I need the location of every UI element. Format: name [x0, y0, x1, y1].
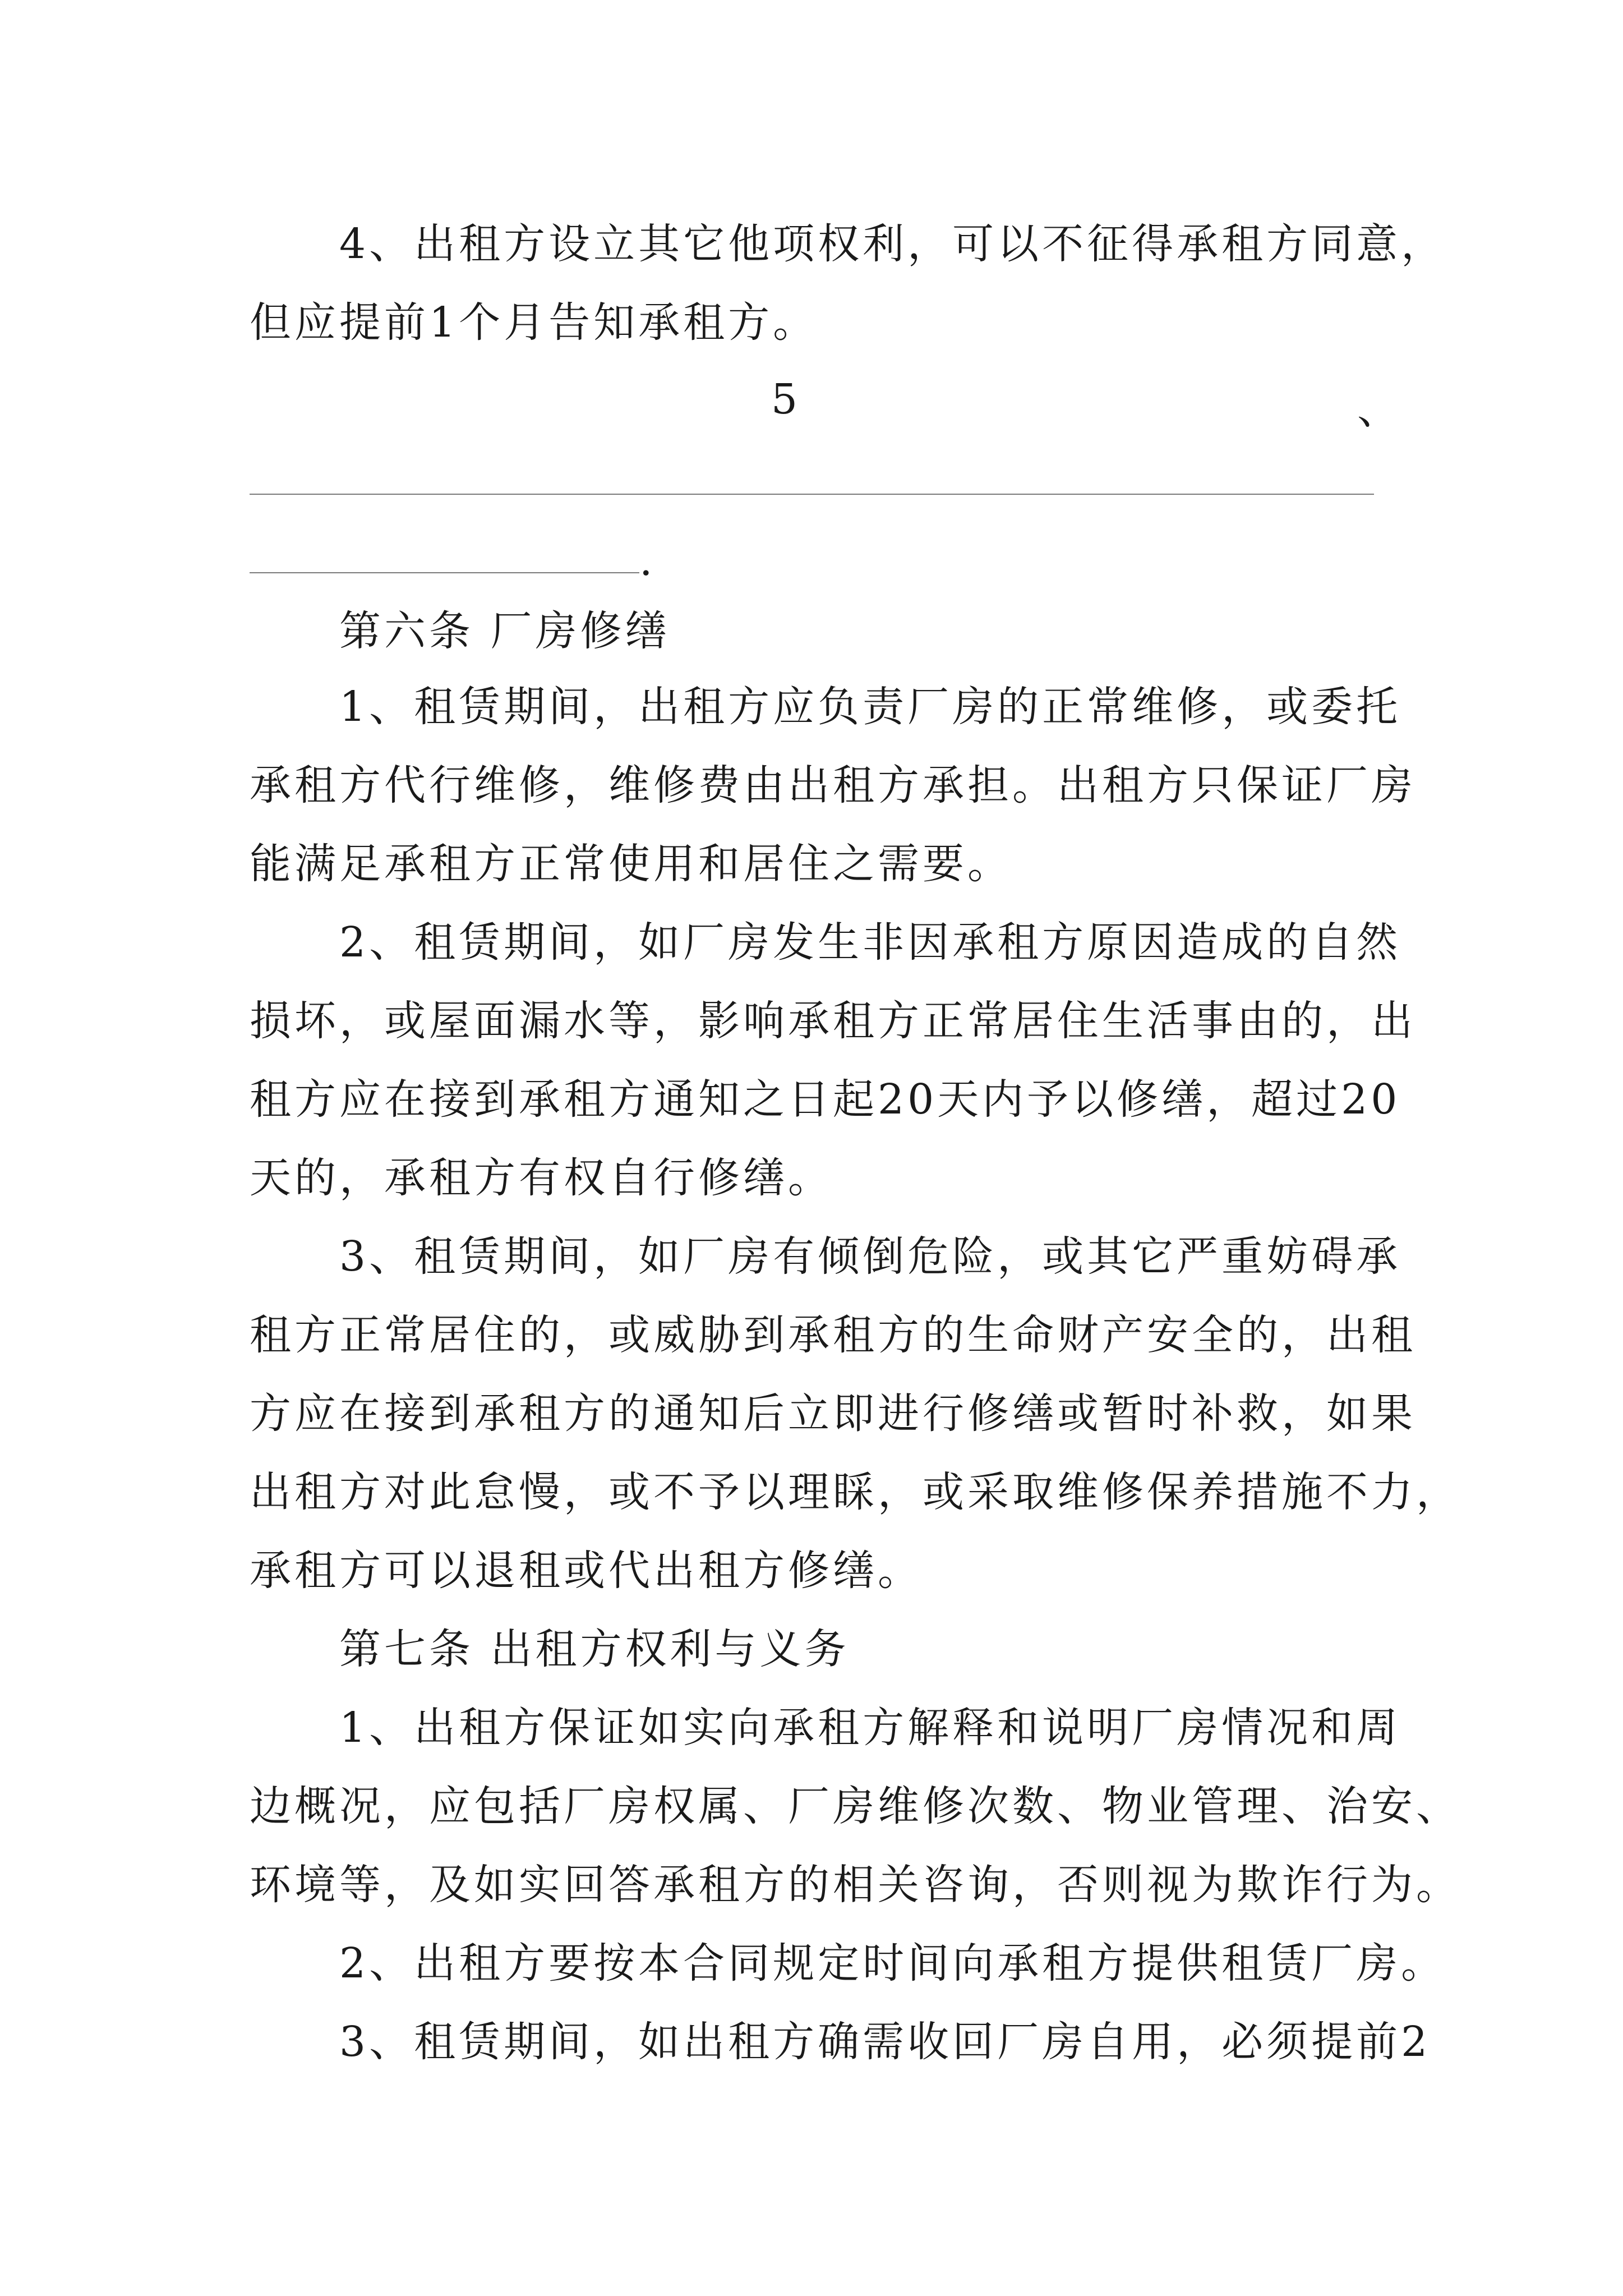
blank-fill-line-1	[250, 494, 1374, 495]
article-6-p2-line-1: 2、租赁期间，如厂房发生非因承租方原因造成的自然	[339, 918, 1401, 967]
article-6-p3-line-4: 出租方对此怠慢，或不予以理睬，或采取维修保养措施不力，	[250, 1468, 1461, 1516]
article-7-p2-line-1: 2、出租方要按本合同规定时间向承租方提供租赁厂房。	[339, 1939, 1446, 1987]
item-5-end-period: .	[639, 537, 653, 585]
article-6-p3-line-2: 租方正常居住的，或威胁到承租方的生命财产安全的，出租	[250, 1311, 1416, 1359]
article-6-p3-line-1: 3、租赁期间，如厂房有倾倒危险，或其它严重妨碍承	[339, 1232, 1401, 1281]
article-6-p1-line-1: 1、租赁期间，出租方应负责厂房的正常维修，或委托	[339, 683, 1401, 731]
article-6-p2-line-4: 天的，承租方有权自行修缮。	[250, 1154, 833, 1202]
clause-4-line-2: 但应提前1个月告知承租方。	[250, 298, 818, 347]
article-7-p3-line-1: 3、租赁期间，如出租方确需收回厂房自用，必须提前2	[339, 2018, 1431, 2066]
article-7-p1-line-1: 1、出租方保证如实向承租方解释和说明厂房情况和周	[339, 1704, 1401, 1752]
article-6-p1-line-3: 能满足承租方正常使用和居住之需要。	[250, 840, 1012, 888]
article-6-p2-line-2: 损坏，或屋面漏水等，影响承租方正常居住生活事由的，出	[250, 997, 1416, 1045]
article-6-p3-line-5: 承租方可以退租或代出租方修缮。	[250, 1547, 923, 1595]
article-6-p2-line-3: 租方应在接到承租方通知之日起20天内予以修缮，超过20	[250, 1075, 1401, 1124]
article-7-p1-line-3: 环境等，及如实回答承租方的相关咨询，否则视为欺诈行为。	[250, 1861, 1461, 1909]
article-6-p1-line-2: 承租方代行维修，维修费由出租方承担。出租方只保证厂房	[250, 761, 1416, 809]
item-5-number: 5	[771, 375, 798, 424]
blank-fill-line-2	[250, 572, 639, 573]
article-6-p3-line-3: 方应在接到承租方的通知后立即进行修缮或暂时补救，如果	[250, 1389, 1416, 1438]
article-7-p1-line-2: 边概况，应包括厂房权属、厂房维修次数、物业管理、治安、	[250, 1782, 1461, 1830]
article-7-heading: 第七条 出租方权利与义务	[339, 1625, 850, 1673]
article-6-heading: 第六条 厂房修缮	[339, 607, 670, 655]
item-5-enumeration-mark: 、	[1357, 385, 1399, 434]
clause-4-line-1: 4、出租方设立其它他项权利，可以不征得承租方同意，	[339, 220, 1446, 268]
